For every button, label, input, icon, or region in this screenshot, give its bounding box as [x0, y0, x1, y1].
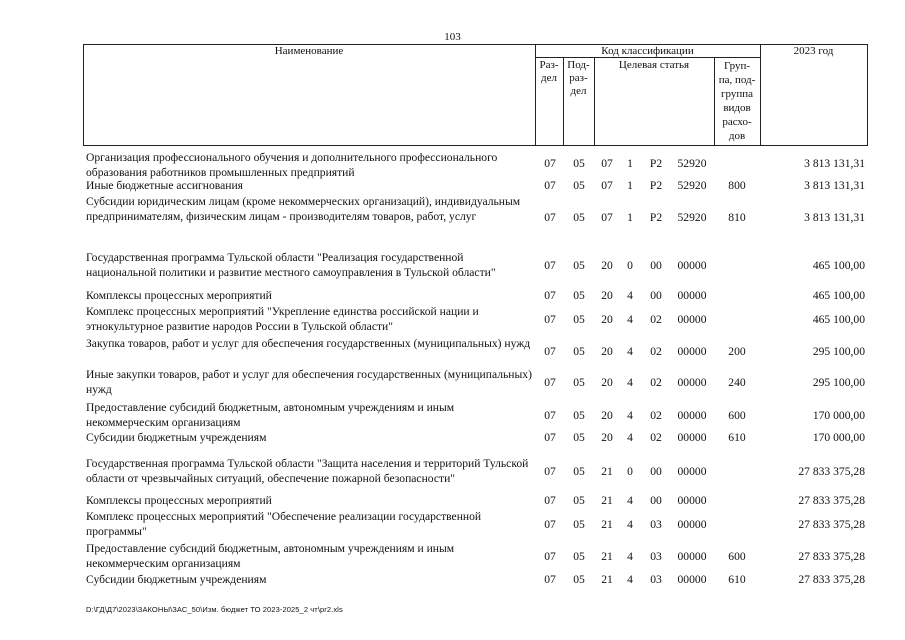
row-vid: 810: [728, 211, 746, 224]
row-podrazdel: 05: [573, 550, 585, 563]
row-sum: 465 100,00: [812, 313, 865, 326]
row-sum: 465 100,00: [812, 289, 865, 302]
row-name: Организация профессионального обучения и дополнительного профессионального образования работников промышленных предприятий: [86, 151, 498, 179]
row-razdel: 07: [544, 409, 556, 422]
row-sub: 4: [627, 550, 633, 563]
row-name: Закупка товаров, работ и услуг для обеспечения государственных (муниципальных) нужд: [86, 337, 531, 350]
row-sum: 170 000,00: [812, 409, 865, 422]
row-razdel: 07: [544, 179, 556, 192]
header-razdel: Раз- дел: [539, 59, 559, 84]
row-num: 00000: [677, 518, 707, 531]
row-grp: 00: [650, 289, 662, 302]
row-name: Субсидии бюджетным учреждениям: [86, 573, 267, 586]
row-name: Предоставление субсидий бюджетным, автономным учреждениям и иным некоммерческим организациям: [86, 401, 455, 429]
row-sum: 27 833 375,28: [798, 550, 865, 563]
row-grp: 00: [650, 465, 662, 478]
row-sum: 3 813 131,31: [804, 211, 865, 224]
row-sub: 0: [627, 465, 633, 478]
row-sum: 295 100,00: [812, 345, 865, 358]
row-grp: 03: [650, 518, 662, 531]
row-sub: 1: [627, 179, 633, 192]
row-vid: 600: [728, 550, 746, 563]
row-num: 00000: [677, 573, 707, 586]
row-prog: 07: [601, 211, 613, 224]
row-sum: 170 000,00: [812, 431, 865, 444]
row-vid: 610: [728, 431, 746, 444]
row-grp: 02: [650, 431, 662, 444]
row-grp: 03: [650, 573, 662, 586]
row-sub: 4: [627, 313, 633, 326]
row-prog: 20: [601, 431, 613, 444]
header-code: Код классификации: [601, 45, 694, 57]
page-number: 103: [444, 31, 461, 43]
row-sum: 3 813 131,31: [804, 157, 865, 170]
row-name: Государственная программа Тульской области "Защита населения и территорий Тульской области от чрезвычайных ситуаций, обеспечение пожарной безопасности": [86, 457, 529, 485]
row-prog: 20: [601, 345, 613, 358]
row-prog: 20: [601, 313, 613, 326]
row-num: 00000: [677, 431, 707, 444]
row-name: Предоставление субсидий бюджетным, автономным учреждениям и иным некоммерческим организациям: [86, 542, 455, 570]
row-sub: 4: [627, 376, 633, 389]
row-prog: 20: [601, 289, 613, 302]
row-podrazdel: 05: [573, 179, 585, 192]
row-grp: 02: [650, 409, 662, 422]
header-podrazdel: Под- раз- дел: [567, 59, 590, 97]
row-sum: 27 833 375,28: [798, 573, 865, 586]
row-razdel: 07: [544, 313, 556, 326]
row-name: Субсидии бюджетным учреждениям: [86, 431, 267, 444]
row-num: 00000: [677, 313, 707, 326]
row-sub: 4: [627, 409, 633, 422]
row-grp: P2: [649, 179, 663, 192]
row-name: Субсидии юридическим лицам (кроме некоммерческих организаций), индивидуальным предпринимателям, физическим лицам - производителям товаров, работ, услуг: [86, 195, 521, 223]
row-podrazdel: 05: [573, 409, 585, 422]
row-prog: 07: [601, 179, 613, 192]
row-vid: 610: [728, 573, 746, 586]
row-razdel: 07: [544, 289, 556, 302]
row-sub: 1: [627, 211, 633, 224]
row-razdel: 07: [544, 494, 556, 507]
row-podrazdel: 05: [573, 345, 585, 358]
row-sub: 1: [627, 157, 633, 170]
row-num: 00000: [677, 465, 707, 478]
row-grp: 02: [650, 313, 662, 326]
row-prog: 21: [601, 550, 613, 563]
row-vid: 800: [728, 179, 746, 192]
row-prog: 21: [601, 518, 613, 531]
row-name: Комплексы процессных мероприятий: [86, 494, 272, 507]
row-sum: 27 833 375,28: [798, 465, 865, 478]
row-prog: 20: [601, 409, 613, 422]
header-vid: Груп- па, под- группа видов расхо- дов: [718, 60, 756, 142]
row-num: 52920: [677, 157, 707, 170]
row-grp: P2: [649, 157, 663, 170]
row-name: Комплексы процессных мероприятий: [86, 289, 272, 302]
row-num: 52920: [677, 179, 707, 192]
row-grp: 03: [650, 550, 662, 563]
header-name: Наименование: [274, 45, 344, 57]
row-sum: 27 833 375,28: [798, 518, 865, 531]
row-razdel: 07: [544, 259, 556, 272]
row-prog: 21: [601, 573, 613, 586]
header-year: 2023 год: [793, 45, 834, 57]
row-sum: 3 813 131,31: [804, 179, 865, 192]
row-grp: 00: [650, 259, 662, 272]
row-sub: 4: [627, 289, 633, 302]
row-num: 00000: [677, 494, 707, 507]
row-podrazdel: 05: [573, 431, 585, 444]
file-path-footer: D:\ГД\Д7\2023\ЗАКОНЫ\ЗАС_50\Изм. бюджет ТО 2023-2025_2 чт\pr2.xls: [86, 605, 343, 614]
row-name: Комплекс процессных мероприятий "Укрепление единства российской нации и этнокультурное развитие народов России в Тульской области": [86, 305, 479, 333]
row-sub: 0: [627, 259, 633, 272]
row-name: Комплекс процессных мероприятий "Обеспечение реализации государственной программы": [86, 510, 482, 538]
row-razdel: 07: [544, 573, 556, 586]
row-podrazdel: 05: [573, 313, 585, 326]
row-razdel: 07: [544, 211, 556, 224]
row-sub: 4: [627, 494, 633, 507]
row-num: 00000: [677, 409, 707, 422]
row-vid: 240: [728, 376, 746, 389]
row-razdel: 07: [544, 431, 556, 444]
row-sub: 4: [627, 431, 633, 444]
row-sum: 295 100,00: [812, 376, 865, 389]
row-prog: 07: [601, 157, 613, 170]
row-prog: 20: [601, 259, 613, 272]
row-razdel: 07: [544, 345, 556, 358]
row-prog: 21: [601, 465, 613, 478]
row-podrazdel: 05: [573, 259, 585, 272]
row-num: 00000: [677, 550, 707, 563]
row-podrazdel: 05: [573, 376, 585, 389]
row-podrazdel: 05: [573, 211, 585, 224]
row-name: Иные закупки товаров, работ и услуг для обеспечения государственных (муниципальных) нужд: [86, 368, 532, 396]
row-num: 52920: [677, 211, 707, 224]
row-podrazdel: 05: [573, 494, 585, 507]
row-sum: 465 100,00: [812, 259, 865, 272]
row-podrazdel: 05: [573, 573, 585, 586]
row-vid: 200: [728, 345, 746, 358]
row-sub: 4: [627, 345, 633, 358]
row-name: Иные бюджетные ассигнования: [86, 179, 243, 192]
row-prog: 20: [601, 376, 613, 389]
row-razdel: 07: [544, 550, 556, 563]
row-num: 00000: [677, 376, 707, 389]
row-razdel: 07: [544, 157, 556, 170]
row-grp: 02: [650, 376, 662, 389]
row-podrazdel: 05: [573, 289, 585, 302]
row-grp: P2: [649, 211, 663, 224]
row-num: 00000: [677, 289, 707, 302]
row-razdel: 07: [544, 518, 556, 531]
row-podrazdel: 05: [573, 465, 585, 478]
row-grp: 02: [650, 345, 662, 358]
row-podrazdel: 05: [573, 157, 585, 170]
row-num: 00000: [677, 259, 707, 272]
row-sum: 27 833 375,28: [798, 494, 865, 507]
row-num: 00000: [677, 345, 707, 358]
row-podrazdel: 05: [573, 518, 585, 531]
row-razdel: 07: [544, 376, 556, 389]
row-prog: 21: [601, 494, 613, 507]
row-name: Государственная программа Тульской области "Реализация государственной национальной политики и развитие местного самоуправления в Тульской области": [86, 251, 496, 279]
header-target: Целевая статья: [618, 59, 690, 71]
row-sub: 4: [627, 573, 633, 586]
row-grp: 00: [650, 494, 662, 507]
row-razdel: 07: [544, 465, 556, 478]
row-vid: 600: [728, 409, 746, 422]
row-sub: 4: [627, 518, 633, 531]
